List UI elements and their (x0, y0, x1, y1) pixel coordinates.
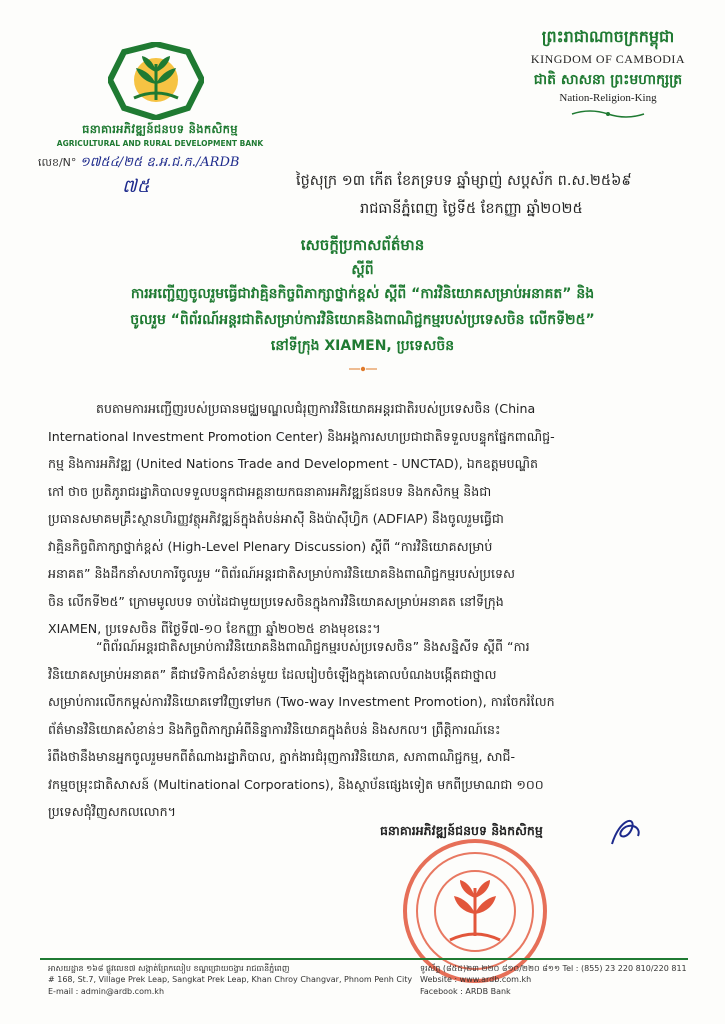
motto-kh: ជាតិ សាសនា ព្រះមហាក្សត្រ (533, 72, 683, 88)
annex-number: ៧៥ (122, 176, 150, 197)
title-line-4: ចូលរួម “ពិព័រណ៍អន្តរជាតិសម្រាប់ការវិនិយោគនិងពាណិជ្ជកម្មរបស់ប្រទេសចិន លើកទី២៥” (130, 312, 595, 328)
footer-address-en: # 168, St.7, Village Prek Leap, Sangkat Prek Leap, Khan Chroy Changvar, Phnom Penh City (48, 975, 413, 984)
paragraph-line: សម្រាប់ការលើកកម្ពស់ការវិនិយោគទៅវិញទៅមក (Two-way Investment Promotion), ការចែករំលែក (48, 694, 555, 709)
paragraph-line: វាគ្មិនកិច្ចពិភាក្សាថ្នាក់ខ្ពស់ (High-Level Plenary Discussion) ស្តីពី “ការវិនិយោគសម្រាប់ (48, 538, 493, 554)
bank-logo (108, 42, 204, 120)
title-line-3: ការអញ្ជើញចូលរួមធ្វើជាវាគ្មិនកិច្ចពិភាក្សាថ្នាក់ខ្ពស់ ស្តីពី “ការវិនិយោគសម្រាប់អនាគត” និង (130, 286, 595, 302)
footer-facebook-link[interactable]: Facebook : ARDB Bank (420, 987, 511, 996)
signatory-bank-name: ធនាគារអភិវឌ្ឍន៍ជនបទ និងកសិកម្ម (380, 823, 543, 838)
motto-en: Nation-Religion-King (559, 92, 657, 104)
document-title: សេចក្តីប្រកាសព័ត៌មាន (300, 236, 425, 254)
paragraph-line: រំពឹងថានឹងមានអ្នកចូលរួមមកពីតំណាងរដ្ឋាភិបាល, ភ្នាក់ងារជំរុញការវិនិយោគ, សភាពាណិជ្ជកម្ម, សាជី- (48, 749, 516, 764)
paragraph-line: កៅ ថាច ប្រតិភូរាជរដ្ឋាភិបាលទទួលបន្ទុកជាអគ្គនាយកធនាគារអភិវឌ្ឍន៍ជនបទ និងកសិកម្ម និងជា (48, 483, 492, 499)
bank-name-kh: ធនាគារអភិវឌ្ឍន៍ជនបទ និងកសិកម្ម (82, 122, 238, 136)
footer-email-link[interactable]: E-mail : admin@ardb.com.kh (48, 987, 165, 996)
paragraph-line: XIAMEN, ប្រទេសចិន ពីថ្ងៃទី៧-១០ ខែកញ្ញា ឆ្នាំ២០២៥ ខាងមុខនេះ។ (48, 621, 381, 636)
paragraph-line: “ពិព័រណ៍អន្តរជាតិសម្រាប់ការវិនិយោគនិងពាណិជ្ជកម្មរបស់ប្រទេសចិន” និងសន្និសីទ ស្តីពី “ការ (96, 639, 530, 654)
lunar-date: ថ្ងៃសុក្រ ១៣ កើត ខែភទ្របទ ឆ្នាំម្សាញ់ សប្តស័ក ព.ស.២៥៦៩ (296, 173, 632, 189)
bank-name-en: AGRICULTURAL AND RURAL DEVELOPMENT BANK (56, 139, 264, 148)
paragraph-line: វិនិយោគសម្រាប់អនាគត” គឺជាវេទិកាដ៏សំខាន់មួយ ដែលរៀបចំឡើងក្នុងគោលបំណងបង្កើតជាថ្នាល (48, 666, 497, 682)
reference-line (38, 154, 239, 173)
title-subject-label: ស្តីពី (351, 262, 374, 278)
solar-date: រាជធានីភ្នំពេញ ថ្ងៃទី៥ ខែកញ្ញា ឆ្នាំ២០២៥ (360, 201, 583, 217)
reference-label: លេខ/N° (38, 156, 77, 169)
paragraph-line: កម្ម និងការអភិវឌ្ឍ (United Nations Trade and Development - UNCTAD), ឯកឧត្តមបណ្ឌិត (48, 456, 539, 471)
header-ornament (570, 108, 646, 120)
paragraph-line: ប្រធានសមាគមគ្រឹះស្ថានហិរញ្ញវត្ថុអភិវឌ្ឍន៍ក្នុងតំបន់អាស៊ី និងប៉ាស៊ីហ្វិក (ADFIAP) នឹងចូលរួមធ្វើជា (48, 511, 504, 526)
paragraph-line: International Investment Promotion Center) និងអង្គការសហប្រជាជាតិទទួលបន្ទុកផ្នែកពាណិជ្ជ- (48, 428, 555, 444)
footer-address-kh: អាសយដ្ឋាន ១៦៨ ផ្លូវលេខ៧ សង្កាត់ព្រែកលៀប ខណ្ឌជ្រោយចង្វារ រាជធានីភ្នំពេញ (48, 964, 290, 973)
title-divider-ornament (348, 364, 378, 374)
paragraph-line: អនាគត” និងដឹកនាំសហការីចូលរួម “ពិព័រណ៍អន្តរជាតិសម្រាប់ការវិនិយោគនិងពាណិជ្ជកម្មរបស់ប្រទេស (48, 566, 516, 581)
body-paragraph-1 (48, 395, 693, 643)
paragraph-line: វកម្មចម្រុះជាតិសាសន៍ (Multinational Corporations), និងស្ថាប័នផ្សេងទៀត មកពីប្រមាណជា ១០០ (48, 776, 544, 792)
kingdom-name-kh: ព្រះរាជាណាចក្រកម្ពុជា (541, 27, 675, 46)
handwritten-signature (606, 814, 646, 850)
footer-website-link[interactable]: Website : www.ardb.com.kh (420, 975, 532, 984)
reference-number: ១៧៥៤/២៥ ឧ.អ.ជ.ក./ARDB (79, 155, 240, 170)
footer-phone: ទូរស័ព្ទ (៨៥៥)២៣ ២២០ ៨១០/២២០ ៨១១ Tel : (855) 23 220 810/220 811 (420, 964, 687, 973)
kingdom-name-en: KINGDOM OF CAMBODIA (530, 52, 686, 66)
footer-divider (40, 958, 688, 960)
paragraph-line: ប្រទេសជុំវិញសកលលោក។ (48, 804, 176, 819)
paragraph-line: តបតាមការអញ្ជើញរបស់ប្រធានមជ្ឈមណ្ឌលជំរុញការវិនិយោគអន្តរជាតិរបស់ប្រទេសចិន (China (96, 401, 536, 416)
paragraph-line: ចិន លើកទី២៥” ក្រោមមូលបទ ចាប់ដៃជាមួយប្រទេសចិនក្នុងការវិនិយោគសម្រាប់អនាគត នៅទីក្រុង (48, 593, 504, 609)
title-line-5: នៅទីក្រុង XIAMEN, ប្រទេសចិន (270, 338, 455, 354)
body-paragraph-2 (48, 633, 693, 826)
paragraph-line: ព័ត៌មានវិនិយោគសំខាន់ៗ និងកិច្ចពិភាក្សាអំពីនិន្នាការវិនិយោគក្នុងតំបន់ និងសកល។ ព្រឹត្តិការណ៍នេះ (48, 721, 501, 737)
